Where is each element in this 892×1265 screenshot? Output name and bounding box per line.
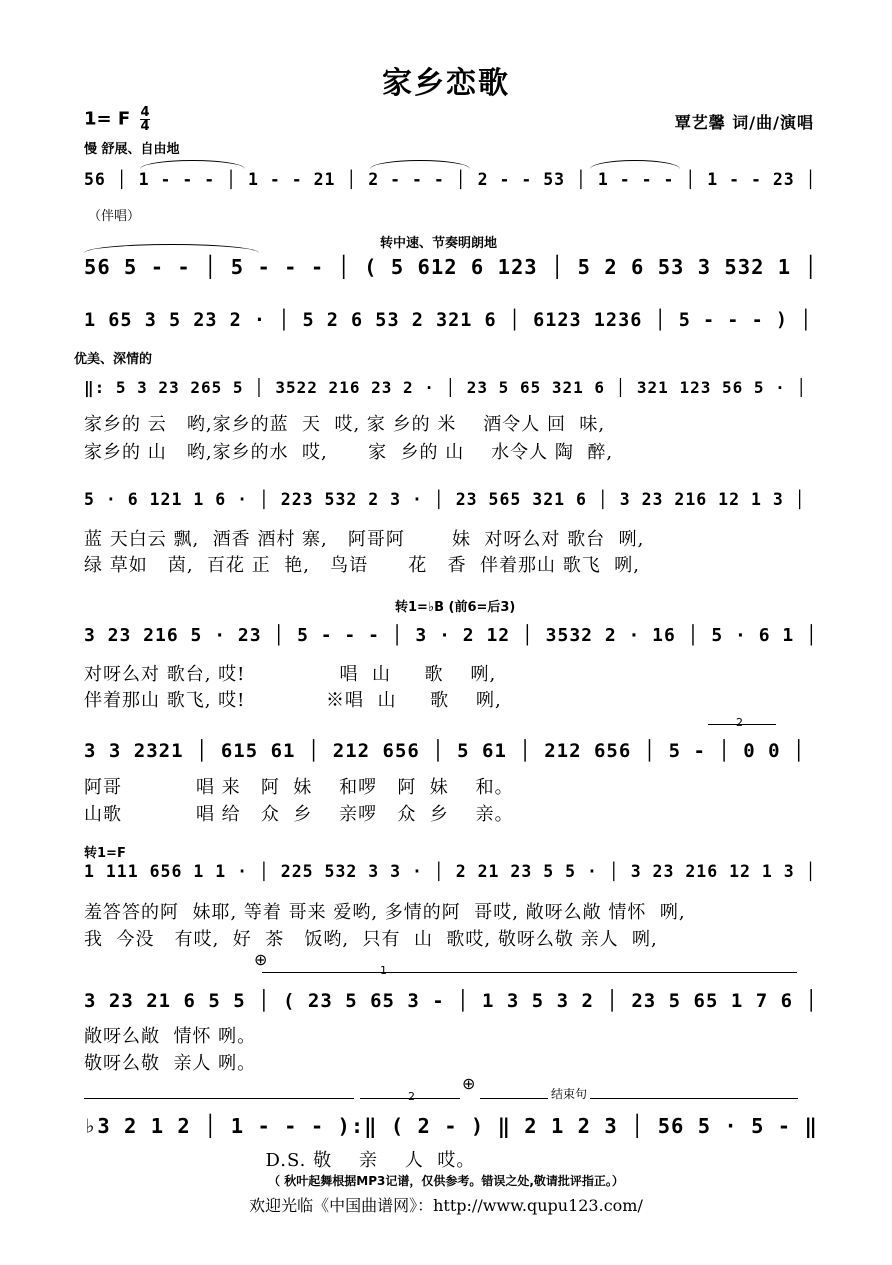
volta-bracket-1	[262, 972, 797, 973]
ending-bracket	[480, 1098, 798, 1099]
score-row-4-notes: ‖: 5 3 23 265 5 │ 3522 216 23 2 · │ 23 5 65 321 6 │ 321 123 56 5 · │	[84, 378, 808, 397]
song-title: 家乡恋歌	[382, 66, 510, 101]
volta-1-label: 1	[380, 964, 387, 977]
score-row-8-notes: 1 111 656 1 1 · │ 225 532 3 3 · │ 2 21 23 5 5 · │ 3 23 216 12 1 3 │	[84, 862, 817, 881]
author-credit: 覃艺馨 词/曲/演唱	[674, 113, 814, 132]
score-row-4-lyric-1: 家乡的 云 哟,家乡的蓝 天 哎, 家 乡的 米 酒令人 回 味,	[84, 414, 606, 435]
key-signature	[84, 106, 150, 133]
score-row-9-lyric-1: 敞呀么敞 情怀 咧。	[84, 1026, 257, 1047]
volta-2a-label: 2	[736, 716, 743, 729]
score-row-10-lyric-1: D.S. 敬 亲 人 哎。	[84, 1150, 476, 1171]
coda-sign-icon: ⊕	[254, 950, 268, 969]
ending-line	[84, 1098, 354, 1099]
slur	[370, 160, 470, 169]
score-row-9-lyric-2: 敬呀么敬 亲人 咧。	[84, 1053, 257, 1074]
score-row-2-notes: 56 5 - - │ 5 - - - │ ( 5 612 6 123 │ 5 2 6 53 3 532 1 │	[84, 255, 818, 279]
tempo-mark-2: 转中速、节奏明朗地	[380, 236, 498, 251]
score-row-4-lyric-2: 家乡的 山 哟,家乡的水 哎, 家 乡的 山 水令人 陶 醉,	[84, 442, 614, 463]
score-row-3-notes: 1 65 3 5 23 2 · │ 5 2 6 53 2 321 6 │ 6123 1236 │ 5 - - - ) │	[84, 310, 813, 331]
score-row-1-notes: 56 │ 1 - - - │ 1 - - 21 │ 2 - - - │ 2 - - 53 │ 1 - - - │ 1 - - 23 │	[84, 170, 817, 189]
score-row-6-lyric-2: 伴着那山 歌飞, 哎! ※唱 山 歌 咧,	[84, 690, 502, 711]
score-row-8-lyric-1: 羞答答的阿 妹耶, 等着 哥来 爱哟, 多情的阿 哥哎, 敞呀么敞 情怀 咧,	[84, 902, 686, 923]
website-footer: 欢迎光临《中国曲谱网》：http://www.qupu123.com/	[249, 1196, 643, 1215]
modulation-mark-f: 转1=F	[84, 846, 126, 861]
time-signature	[140, 106, 149, 133]
score-row-6-notes: 3 23 216 5 · 23 │ 5 - - - │ 3 · 2 12 │ 3532 2 · 16 │ 5 · 6 1 │	[84, 625, 818, 646]
key-label: 1= F	[84, 108, 131, 130]
slur	[590, 160, 680, 169]
time-signature-top: 4	[140, 105, 150, 120]
score-row-7-notes: 3 3 2321 │ 615 61 │ 212 656 │ 5 61 │ 212 656 │ 5 - │ 0 0 │	[84, 740, 806, 762]
slur	[84, 244, 259, 253]
score-row-10-notes: ♭3 2 1 2 │ 1 - - - ):‖ ( 2 - ) ‖ 2 1 2 3 │ 56 5 · 5 - ‖	[84, 1114, 818, 1138]
ending-label: 结束句	[548, 1085, 590, 1102]
time-signature-bottom: 4	[140, 119, 150, 134]
score-row-7-lyric-2: 山歌 唱 给 众 乡 亲啰 众 乡 亲。	[84, 804, 514, 825]
score-row-6-lyric-1: 对呀么对 歌台, 哎! 唱 山 歌 咧,	[84, 664, 497, 685]
accompany-mark: （伴唱）	[88, 209, 141, 224]
score-row-8-lyric-2: 我 今没 有哎, 好 茶 饭哟, 只有 山 歌哎, 敬呀么敬 亲人 咧,	[84, 929, 658, 950]
score-row-7-lyric-1: 阿哥 唱 来 阿 妹 和啰 阿 妹 和。	[84, 777, 514, 798]
coda-sign-icon: ⊕	[462, 1074, 476, 1093]
slur	[140, 160, 245, 169]
modulation-mark-b: 转1=♭B (前6=后3)	[395, 600, 516, 615]
style-mark: 优美、深情的	[74, 352, 153, 367]
tempo-mark-1: 慢 舒展、自由地	[84, 142, 180, 157]
score-row-9-notes: 3 23 21 6 5 5 │ ( 23 5 65 3 - │ 1 3 5 3 2 │ 23 5 65 1 7 6 │	[84, 990, 818, 1012]
score-row-5-lyric-2: 绿 草如 茵, 百花 正 艳, 鸟语 花 香 伴着那山 歌飞 咧,	[84, 555, 640, 576]
volta-2b-label: 2	[408, 1090, 415, 1103]
score-row-5-notes: 5 · 6 121 1 6 · │ 223 532 2 3 · │ 23 565 321 6 │ 3 23 216 12 1 3 │	[84, 490, 806, 509]
transcription-note: （ 秋叶起舞根据MP3记谱，仅供参考。错误之处,敬请批评指正。）	[268, 1174, 624, 1188]
score-row-5-lyric-1: 蓝 天白云 飘, 酒香 酒村 寨, 阿哥阿 妹 对呀么对 歌台 咧,	[84, 529, 645, 550]
